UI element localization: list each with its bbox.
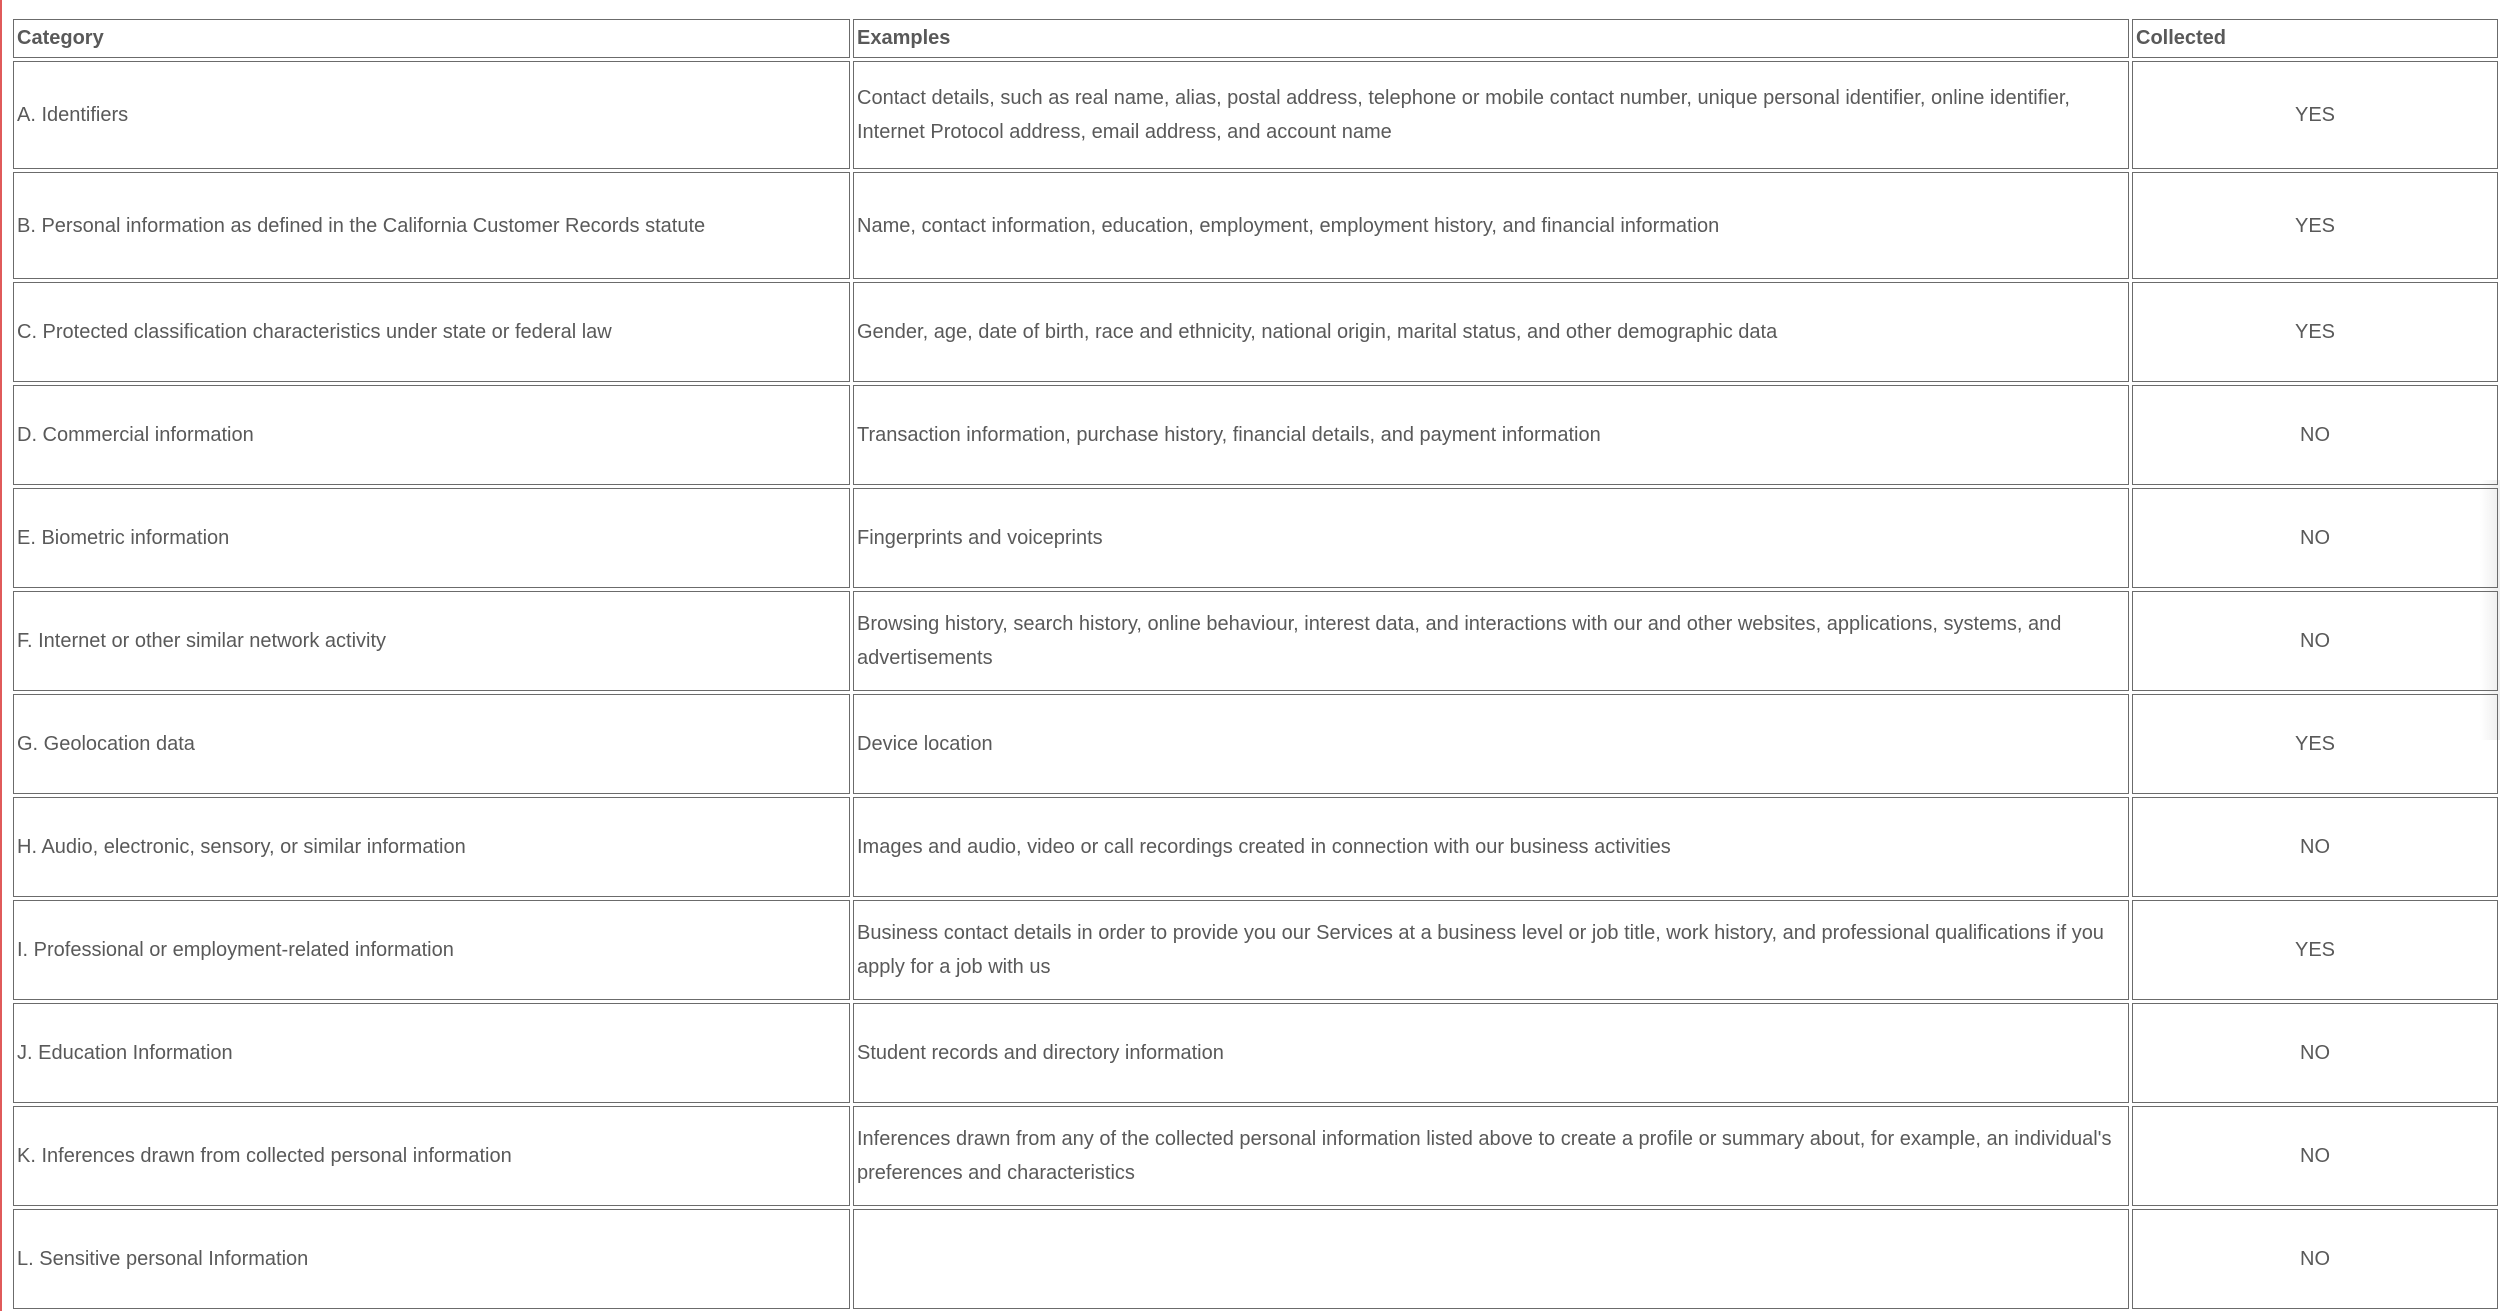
header-collected: Collected [2132,19,2498,58]
table-row [13,1003,2498,1103]
table-row [13,591,2498,691]
examples-cell: Device location [853,694,2129,794]
examples-cell: Name, contact information, education, employment, employment history, and financial information [853,172,2129,279]
personal-information-table [10,16,2500,1311]
category-cell: L. Sensitive personal Information [13,1209,850,1309]
table-row [13,1106,2498,1206]
category-cell: I. Professional or employment-related information [13,900,850,1000]
category-cell: A. Identifiers [13,61,850,169]
category-cell: B. Personal information as defined in the California Customer Records statute [13,172,850,279]
collected-cell: NO [2132,1003,2498,1103]
left-edge-border [0,0,2,1311]
table-row [13,282,2498,382]
category-cell: H. Audio, electronic, sensory, or similar information [13,797,850,897]
collected-cell: NO [2132,385,2498,485]
collected-cell: YES [2132,282,2498,382]
category-cell: G. Geolocation data [13,694,850,794]
table-row [13,900,2498,1000]
header-examples: Examples [853,19,2129,58]
table-row [13,694,2498,794]
table-row [13,488,2498,588]
examples-cell: Transaction information, purchase history, financial details, and payment information [853,385,2129,485]
collected-cell: YES [2132,694,2498,794]
examples-cell: Images and audio, video or call recordings created in connection with our business activities [853,797,2129,897]
table-row [13,797,2498,897]
category-cell: J. Education Information [13,1003,850,1103]
examples-cell [853,1209,2129,1309]
category-cell: E. Biometric information [13,488,850,588]
table-header [13,19,2498,58]
examples-cell: Inferences drawn from any of the collected personal information listed above to create a profile or summary about, for example, an individual's preferences and characteristics [853,1106,2129,1206]
category-cell: D. Commercial information [13,385,850,485]
header-category: Category [13,19,850,58]
collected-cell: YES [2132,61,2498,169]
category-cell: K. Inferences drawn from collected personal information [13,1106,850,1206]
examples-cell: Browsing history, search history, online behaviour, interest data, and interactions with our and other websites, applications, systems, and advertisements [853,591,2129,691]
table-row [13,1209,2498,1309]
collected-cell: YES [2132,172,2498,279]
header-row [13,19,2498,58]
table-body [13,61,2498,1309]
table-row [13,385,2498,485]
collected-cell: NO [2132,1209,2498,1309]
category-cell: F. Internet or other similar network activity [13,591,850,691]
collected-cell: NO [2132,797,2498,897]
collected-cell: YES [2132,900,2498,1000]
collected-cell: NO [2132,591,2498,691]
examples-cell: Student records and directory information [853,1003,2129,1103]
collected-cell: NO [2132,488,2498,588]
examples-cell: Fingerprints and voiceprints [853,488,2129,588]
examples-cell: Contact details, such as real name, alias, postal address, telephone or mobile contact number, unique personal identifier, online identifier, Internet Protocol address, email address, and account name [853,61,2129,169]
table-row [13,61,2498,169]
category-cell: C. Protected classification characteristics under state or federal law [13,282,850,382]
collected-cell: NO [2132,1106,2498,1206]
table-row [13,172,2498,279]
examples-cell: Business contact details in order to provide you our Services at a business level or job title, work history, and professional qualifications if you apply for a job with us [853,900,2129,1000]
examples-cell: Gender, age, date of birth, race and ethnicity, national origin, marital status, and other demographic data [853,282,2129,382]
